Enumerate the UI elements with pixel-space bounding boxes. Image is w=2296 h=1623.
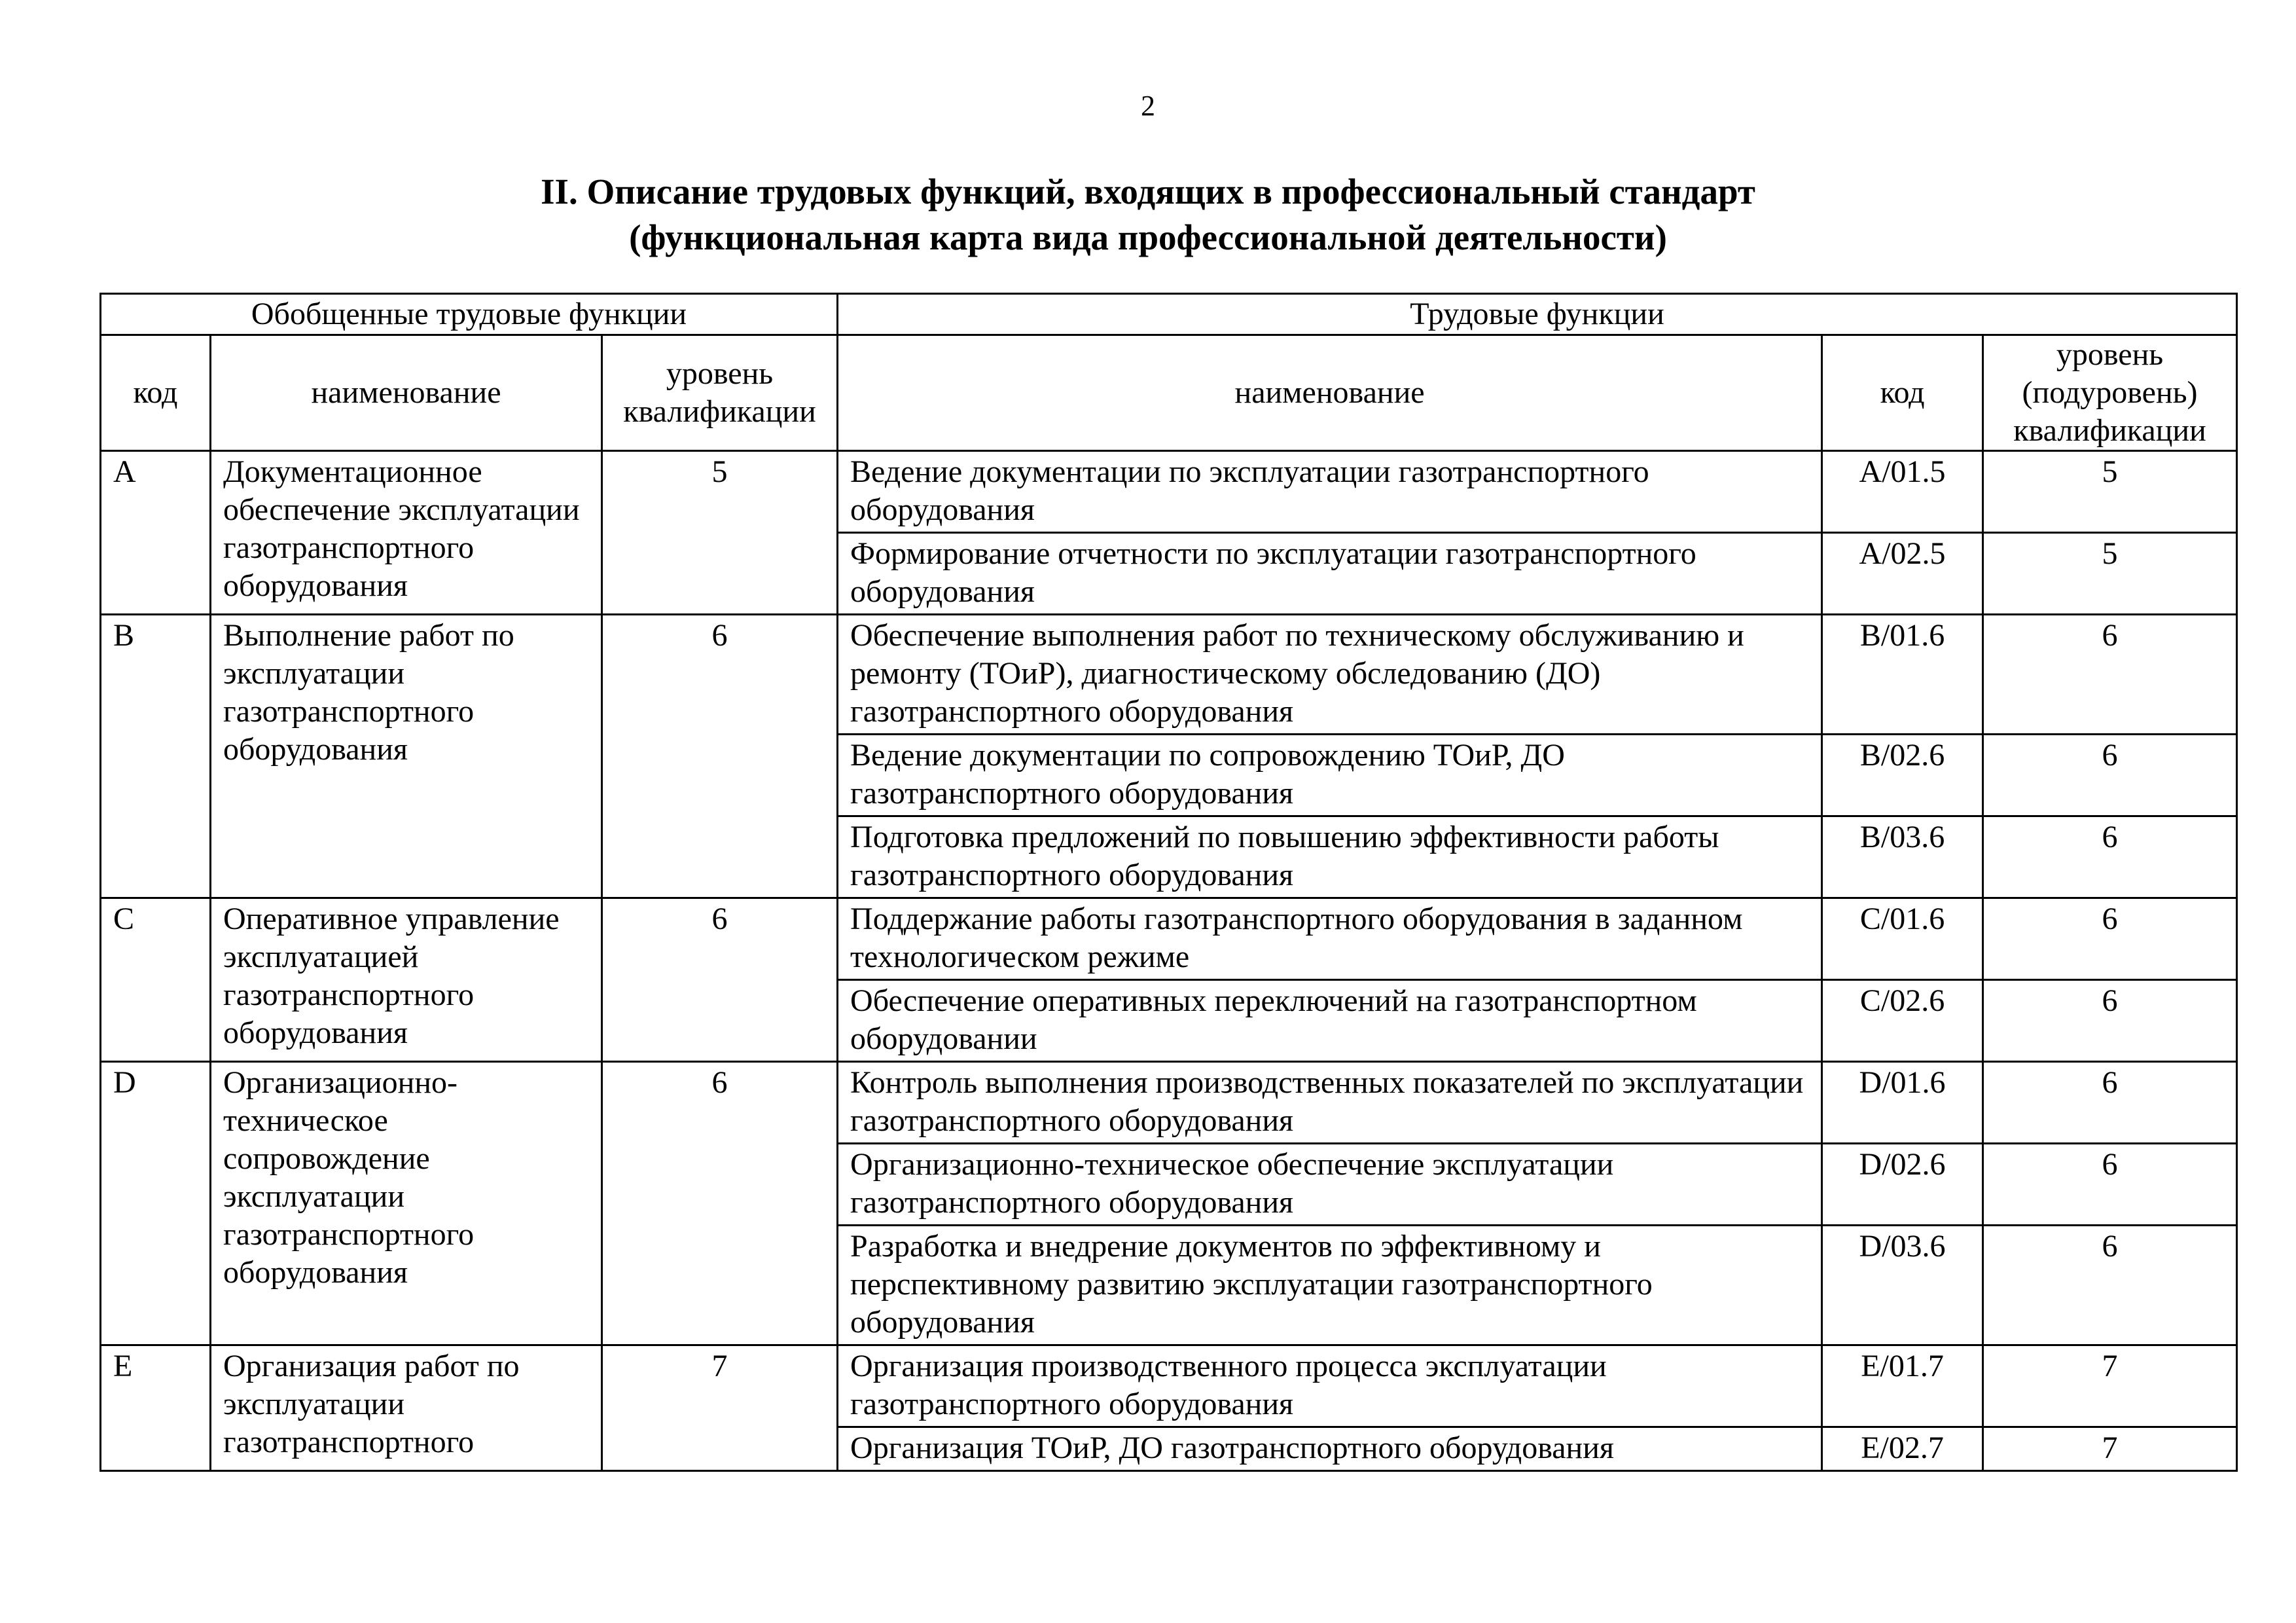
column-header-name: наименование xyxy=(211,335,602,451)
labor-function-name: Разработка и внедрение документов по эффективному и перспективному развитию эксплуатации газотранспортного оборудования xyxy=(838,1226,1822,1345)
labor-function-name: Организация производственного процесса эксплуатации газотранспортного оборудования xyxy=(838,1345,1822,1427)
labor-function-name: Контроль выполнения производственных показателей по эксплуатации газотранспортного оборудования xyxy=(838,1062,1822,1144)
labor-function-level: 6 xyxy=(1983,980,2237,1062)
table-row xyxy=(101,1062,2237,1144)
labor-function-level: 6 xyxy=(1983,1226,2237,1345)
labor-function-name: Ведение документации по сопровождению ТОиР, ДО газотранспортного оборудования xyxy=(838,735,1822,816)
section-title-line-2: (функциональная карта вида профессиональной деятельности) xyxy=(629,217,1667,257)
generalized-function-name: Организация работ по эксплуатации газотранспортного xyxy=(211,1345,602,1471)
labor-function-level: 7 xyxy=(1983,1427,2237,1471)
labor-function-name: Организационно-техническое обеспечение эксплуатации газотранспортного оборудования xyxy=(838,1144,1822,1226)
page-number: 2 xyxy=(1141,90,1155,122)
column-header-function-level: уровень (подуровень) квалификации xyxy=(1983,335,2237,451)
generalized-function-code: B xyxy=(101,615,211,898)
labor-function-name: Подготовка предложений по повышению эффективности работы газотранспортного оборудования xyxy=(838,816,1822,898)
generalized-function-level: 6 xyxy=(602,898,838,1062)
labor-function-level: 6 xyxy=(1983,735,2237,816)
table-body xyxy=(101,451,2237,1471)
generalized-function-code: A xyxy=(101,451,211,615)
labor-function-level: 6 xyxy=(1983,615,2237,735)
labor-function-code: B/01.6 xyxy=(1822,615,1983,735)
labor-function-name: Ведение документации по эксплуатации газотранспортного оборудования xyxy=(838,451,1822,533)
labor-function-code: E/01.7 xyxy=(1822,1345,1983,1427)
labor-function-code: D/02.6 xyxy=(1822,1144,1983,1226)
column-header-level: уровень квалификации xyxy=(602,335,838,451)
table-row xyxy=(101,451,2237,533)
section-title-line-1: II. Описание трудовых функций, входящих в профессиональный стандарт xyxy=(541,172,1755,211)
header-row-groups xyxy=(101,294,2237,335)
table-row xyxy=(101,1345,2237,1427)
functional-map-table xyxy=(99,293,2238,1472)
section-title xyxy=(0,169,2296,261)
generalized-function-level: 5 xyxy=(602,451,838,615)
header-generalized-functions: Обобщенные трудовые функции xyxy=(101,294,838,335)
labor-function-code: A/02.5 xyxy=(1822,533,1983,615)
labor-function-code: C/02.6 xyxy=(1822,980,1983,1062)
labor-function-level: 6 xyxy=(1983,898,2237,980)
generalized-function-name: Выполнение работ по эксплуатации газотранспортного оборудования xyxy=(211,615,602,898)
generalized-function-code: C xyxy=(101,898,211,1062)
generalized-function-level: 7 xyxy=(602,1345,838,1471)
labor-function-name: Обеспечение оперативных переключений на газотранспортном оборудовании xyxy=(838,980,1822,1062)
column-header-code: код xyxy=(101,335,211,451)
generalized-function-level: 6 xyxy=(602,1062,838,1345)
labor-function-name: Обеспечение выполнения работ по техническому обслуживанию и ремонту (ТОиР), диагностическому обследованию (ДО) газотранспортного оборудования xyxy=(838,615,1822,735)
table-row xyxy=(101,898,2237,980)
labor-function-name: Формирование отчетности по эксплуатации газотранспортного оборудования xyxy=(838,533,1822,615)
labor-function-code: D/03.6 xyxy=(1822,1226,1983,1345)
labor-function-code: B/03.6 xyxy=(1822,816,1983,898)
generalized-function-level: 6 xyxy=(602,615,838,898)
labor-function-code: C/01.6 xyxy=(1822,898,1983,980)
labor-function-level: 5 xyxy=(1983,533,2237,615)
labor-function-level: 7 xyxy=(1983,1345,2237,1427)
generalized-function-name: Оперативное управление эксплуатацией газотранспортного оборудования xyxy=(211,898,602,1062)
labor-function-level: 5 xyxy=(1983,451,2237,533)
header-row-columns xyxy=(101,335,2237,451)
labor-function-code: A/01.5 xyxy=(1822,451,1983,533)
labor-function-name: Поддержание работы газотранспортного оборудования в заданном технологическом режиме xyxy=(838,898,1822,980)
labor-function-code: E/02.7 xyxy=(1822,1427,1983,1471)
generalized-function-code: D xyxy=(101,1062,211,1345)
generalized-function-name: Документационное обеспечение эксплуатации газотранспортного оборудования xyxy=(211,451,602,615)
labor-function-level: 6 xyxy=(1983,816,2237,898)
labor-function-level: 6 xyxy=(1983,1062,2237,1144)
labor-function-code: B/02.6 xyxy=(1822,735,1983,816)
labor-function-level: 6 xyxy=(1983,1144,2237,1226)
column-header-function-name: наименование xyxy=(838,335,1822,451)
labor-function-name: Организация ТОиР, ДО газотранспортного оборудования xyxy=(838,1427,1822,1471)
generalized-function-code: E xyxy=(101,1345,211,1471)
labor-function-code: D/01.6 xyxy=(1822,1062,1983,1144)
table-row xyxy=(101,615,2237,735)
column-header-function-code: код xyxy=(1822,335,1983,451)
header-labor-functions: Трудовые функции xyxy=(838,294,2237,335)
generalized-function-name: Организационно-техническое сопровождение эксплуатации газотранспортного оборудования xyxy=(211,1062,602,1345)
